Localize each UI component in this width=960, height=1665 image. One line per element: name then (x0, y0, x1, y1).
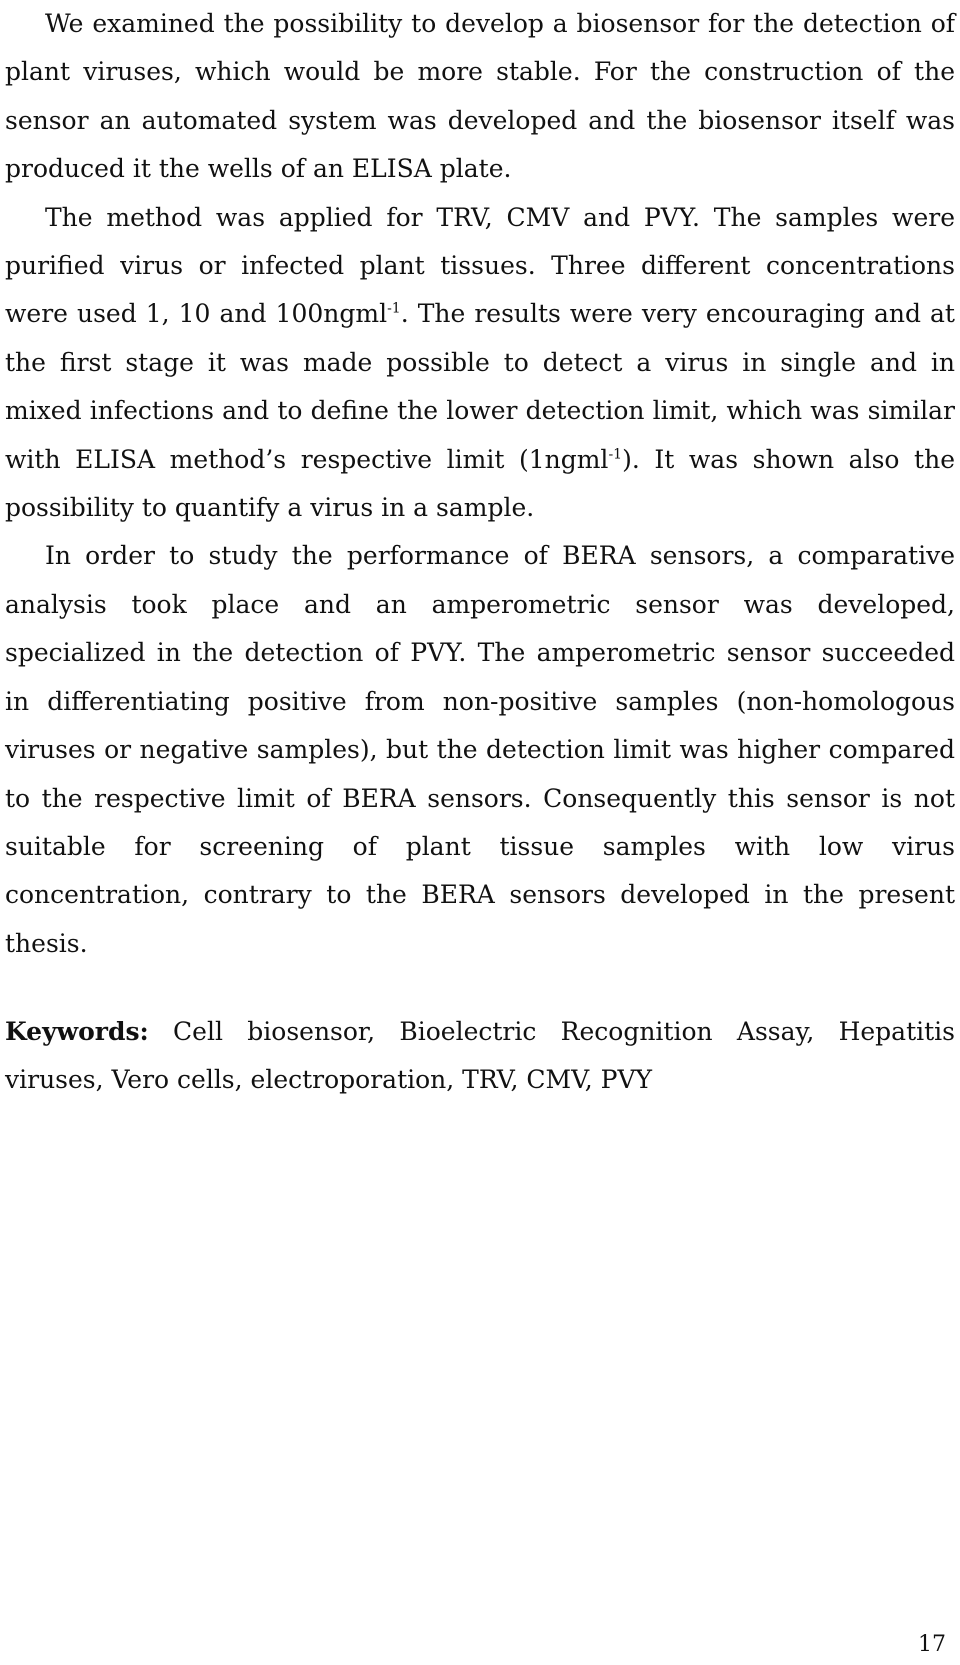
paragraph-2-text-a: The method was applied for TRV, CMV and PVY. The samples were purified virus or infected plant tissues. Three different concentrations were used 1, 10 and 100ngml (5, 202, 955, 329)
paragraph-2-text-b: . The results were very encouraging and at the first stage it was made possible to detect a virus in single and in mixed infections and to define the lower detection limit, which was similar with ELISA method’s respective limit (1ngml (5, 299, 955, 474)
abstract-body (5, 0, 955, 968)
paragraph-3 (5, 532, 955, 968)
paragraph-2 (5, 194, 955, 533)
keywords-text: Cell biosensor, Bioelectric Recognition Assay, Hepatitis viruses, Vero cells, electroporation, TRV, CMV, PVY (5, 1017, 955, 1095)
page-number: 17 (918, 1632, 946, 1657)
keywords-label: Keywords: (5, 1017, 149, 1046)
keywords-line (5, 1008, 955, 1105)
superscript-minus-one: -1 (387, 301, 401, 318)
paragraph-1-text: We examined the possibility to develop a biosensor for the detection of plant viruses, which would be more stable. For the construction of the sensor an automated system was developed and the biosensor itself was produced it the wells of an ELISA plate. (5, 9, 955, 184)
superscript-minus-one: -1 (608, 446, 623, 463)
paragraph-2-text-c: ). It was shown also the possibility to quantify a virus in a sample. (5, 444, 955, 523)
paragraph-1 (5, 0, 955, 194)
paragraph-3-text: In order to study the performance of BERA sensors, a comparative analysis took place and an amperometric sensor was developed, specialized in the detection of PVY. The amperometric sensor succeeded in differentiating positive from non-positive samples (non-homologous viruses or negative samples), but the detection limit was higher compared to the respective limit of BERA sensors. Consequently this sensor is not suitable for screening of plant tissue samples with low virus concentration, contrary to the BERA sensors developed in the present thesis. (5, 541, 955, 958)
